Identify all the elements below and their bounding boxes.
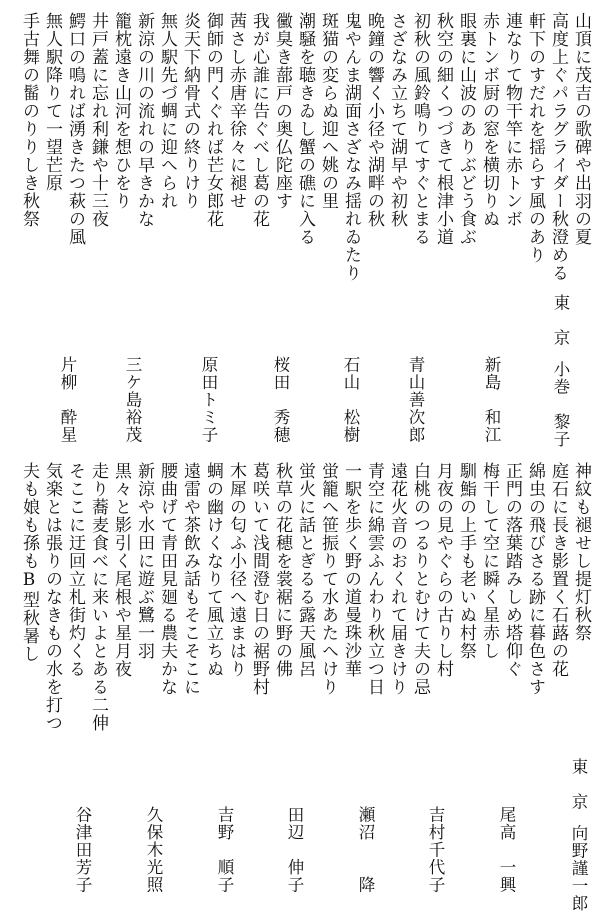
author-fullname: 谷津田芳子 (73, 806, 92, 894)
author-name (120, 356, 144, 444)
author-name (479, 356, 503, 444)
author-name (268, 356, 292, 444)
haiku-line: 連なりて物干竿に赤トンボ (503, 12, 520, 228)
author-fullname: 久保木光照 (144, 806, 163, 894)
author-prefecture: 東 京 (569, 758, 588, 811)
haiku-line: 馴鮨の上手も老いぬ村祭 (457, 462, 474, 660)
haiku-line: さざなみ立ちて湖早や初秋 (388, 12, 405, 228)
haiku-line: 木犀の匂ふ小径へ遠まはり (227, 462, 244, 678)
haiku-line: 葛咲いて浅間澄む日の裾野村 (250, 462, 267, 696)
haiku-line: 蛍籠へ笹振りて水あたへけり (319, 462, 336, 696)
haiku-line: 一駅を歩く野の道曼珠沙華 (342, 462, 359, 678)
haiku-line: 気楽とは張りのなきもの水を打つ (43, 462, 60, 732)
haiku-line: 走り蕎麦食べに来いよとある二伸 (89, 462, 106, 732)
haiku-line: 神紋も褪せし提灯秋祭 (572, 462, 589, 642)
author-fullname: 吉村千代子 (426, 806, 445, 894)
haiku-line: 新涼の川の流れの早きかな (135, 12, 152, 228)
author-fullname: 青山善次郎 (406, 356, 425, 444)
haiku-line: 蛍火に話とぎるる露天風呂 (296, 462, 313, 678)
haiku-line: 庭石に長き影置く石蕗の花 (549, 462, 566, 678)
author-fullname: 片柳 酔星 (58, 356, 77, 444)
author-name (403, 356, 427, 444)
author-name (494, 806, 518, 894)
author-name (196, 356, 220, 444)
haiku-line: 夫も娘も孫もB型秋暑し (20, 462, 37, 663)
haiku-line: 鬼やんま湖面さざなみ揺れゐたり (342, 12, 359, 282)
author-prefecture: 東 京 (551, 294, 570, 347)
haiku-line: 腰曲げて青田見廻る農夫かな (158, 462, 175, 696)
author-name (55, 356, 79, 444)
haiku-line: 無人駅先づ蜩に迎へられ (158, 12, 175, 210)
haiku-line: 眼裏に山波のありぶどう食ぶ (457, 12, 474, 246)
haiku-line: 黒々と影引く尾根や星月夜 (112, 462, 129, 678)
author-fullname: 吉野 順子 (215, 806, 234, 894)
haiku-line: 軒下のすだれを揺らす風のあり (526, 12, 543, 264)
author-name (282, 806, 306, 894)
haiku-line: 高度上ぐパラグライダー秋澄める (549, 12, 566, 282)
haiku-line: 炎天下納骨式の終りけり (181, 12, 198, 210)
haiku-line: 秋空の細くつづきて根津小道 (434, 12, 451, 246)
haiku-line: 無人駅降りて一望芒原 (43, 12, 60, 192)
author-name (70, 806, 94, 894)
author-name (423, 806, 447, 894)
haiku-line: 御師の門くぐれば芒女郎花 (204, 12, 221, 228)
author-fullname: 石山 松樹 (341, 356, 360, 444)
haiku-line: 茜さし赤唐辛徐々に褪せ (227, 12, 244, 210)
haiku-line: 井戸蓋に忘れ利鎌や十三夜 (89, 12, 106, 228)
haiku-line: 潮騒を聴きゐし蟹の礁に入る (296, 12, 313, 246)
author-fullname: 田辺 伸子 (285, 806, 304, 894)
haiku-line: 鰐口の鳴れば湧きたつ萩の風 (66, 12, 83, 246)
author-name (338, 356, 362, 444)
author-fullname: 向野謹一郎 (569, 825, 588, 912)
haiku-line: 月夜の見やぐらの古りし村 (434, 462, 451, 678)
haiku-line: 晩鐘の響く小径や湖畔の秋 (365, 12, 382, 228)
haiku-line: 山頂に茂吉の歌碑や出羽の夏 (572, 12, 589, 246)
haiku-line: 正門の落葉踏みしめ塔仰ぐ (503, 462, 520, 678)
haiku-line: 綿虫の飛びさる跡に暮色さす (526, 462, 543, 696)
haiku-line: そここに迂回立札街灼くる (66, 462, 83, 678)
haiku-line: 黴臭き蔀戸の奥仏陀座す (273, 12, 290, 210)
author-name (353, 806, 377, 894)
haiku-line: 我が心誰に告ぐべし葛の花 (250, 12, 267, 228)
haiku-line: 青空に綿雲ふんわり秋立つ日 (365, 462, 382, 696)
haiku-line: 赤トンボ厨の窓を横切りぬ (480, 12, 497, 228)
author-fullname: 原田トミ子 (199, 356, 218, 444)
author-fullname: 尾高 一興 (497, 806, 516, 894)
haiku-line: 初秋の風鈴鳴りてすぐとまる (411, 12, 428, 246)
author-name (212, 806, 236, 894)
haiku-line: 遠雷や茶飲み話もそこそこに (181, 462, 198, 696)
haiku-line: 秋草の花穂を裳裾に野の佛 (273, 462, 290, 678)
author-fullname: 瀬沼 降 (356, 806, 375, 894)
haiku-line: 梅干して空に瞬く星赤し (480, 462, 497, 660)
author-fullname: 三ケ島裕茂 (123, 356, 142, 444)
author-name (548, 294, 572, 448)
haiku-line: 手古舞の髷のりりしき秋祭 (20, 12, 37, 228)
haiku-line: 籠枕遠き山河を想ひをり (112, 12, 129, 210)
author-fullname: 新島 和江 (482, 356, 501, 444)
haiku-line: 新涼や水田に遊ぶ鷺一羽 (135, 462, 152, 660)
author-name (566, 758, 590, 912)
author-name (141, 806, 165, 894)
haiku-line: 白桃のつるりとむけて夫の忌 (411, 462, 428, 696)
haiku-line: 蜩の幽けくなりて風立ちぬ (204, 462, 221, 678)
haiku-line: 遠花火音のおくれて届きけり (388, 462, 405, 696)
author-fullname: 小巻 黎子 (551, 361, 570, 449)
haiku-line: 斑猫の変らぬ迎へ姚の里 (319, 12, 336, 210)
author-fullname: 桜田 秀穂 (271, 356, 290, 444)
